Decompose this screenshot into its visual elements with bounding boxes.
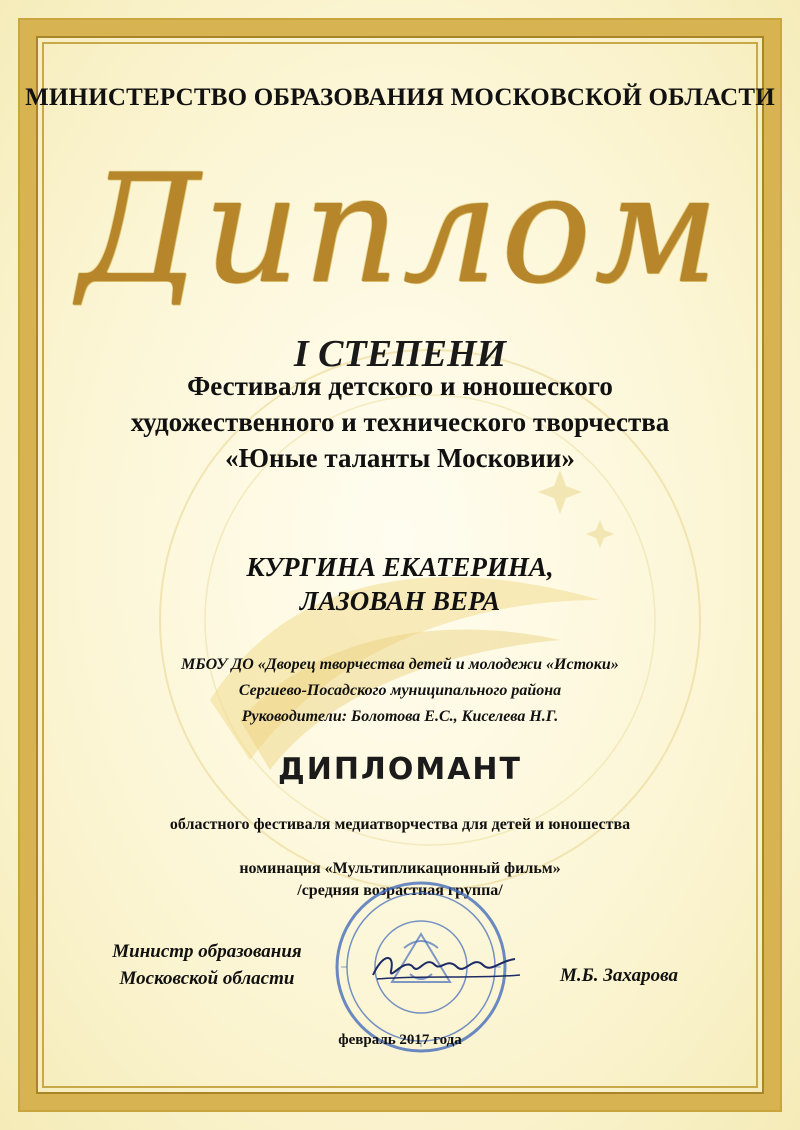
recipient-line-1: КУРГИНА ЕКАТЕРИНА,	[246, 552, 554, 582]
degree-label: I СТЕПЕНИ	[293, 333, 507, 375]
recipient-names	[0, 550, 800, 618]
institution-block	[0, 652, 800, 730]
signatory-title	[92, 938, 322, 992]
issue-date: февраль 2017 года	[338, 1032, 462, 1048]
regional-festival: областного фестиваля медиатворчества для детей и юношества	[169, 816, 631, 833]
diploma-title: Диплом	[78, 143, 722, 317]
signatory-title-line-1: Министр образования	[112, 941, 302, 962]
institution-line-2: Сергиево-Посадского муниципального района	[238, 682, 562, 699]
nomination-line-1: номинация «Мультипликационный фильм»	[239, 860, 561, 877]
recipient-line-2: ЛАЗОВАН ВЕРА	[299, 586, 501, 616]
minister-signature	[365, 935, 525, 995]
nomination-line-2: /средняя возрастная группа/	[297, 882, 503, 899]
institution-line-1: МБОУ ДО «Дворец творчества детей и молодежи «Истоки»	[181, 656, 619, 673]
festival-line-2: художественного и технического творчества	[130, 407, 670, 437]
signatory-name: М.Б. Захарова	[560, 965, 678, 986]
festival-line-1: Фестиваля детского и юношеского	[187, 371, 613, 401]
festival-name	[0, 368, 800, 476]
festival-line-3: «Юные таланты Московии»	[225, 443, 575, 473]
institution-line-3: Руководители: Болотова Е.С., Киселева Н.Г.	[241, 708, 559, 725]
ministry-header: МИНИСТЕРСТВО ОБРАЗОВАНИЯ МОСКОВСКОЙ ОБЛАСТИ	[25, 84, 775, 111]
signatory-title-line-2: Московской области	[119, 968, 295, 989]
award-status: ДИПЛОМАНТ	[278, 752, 522, 787]
